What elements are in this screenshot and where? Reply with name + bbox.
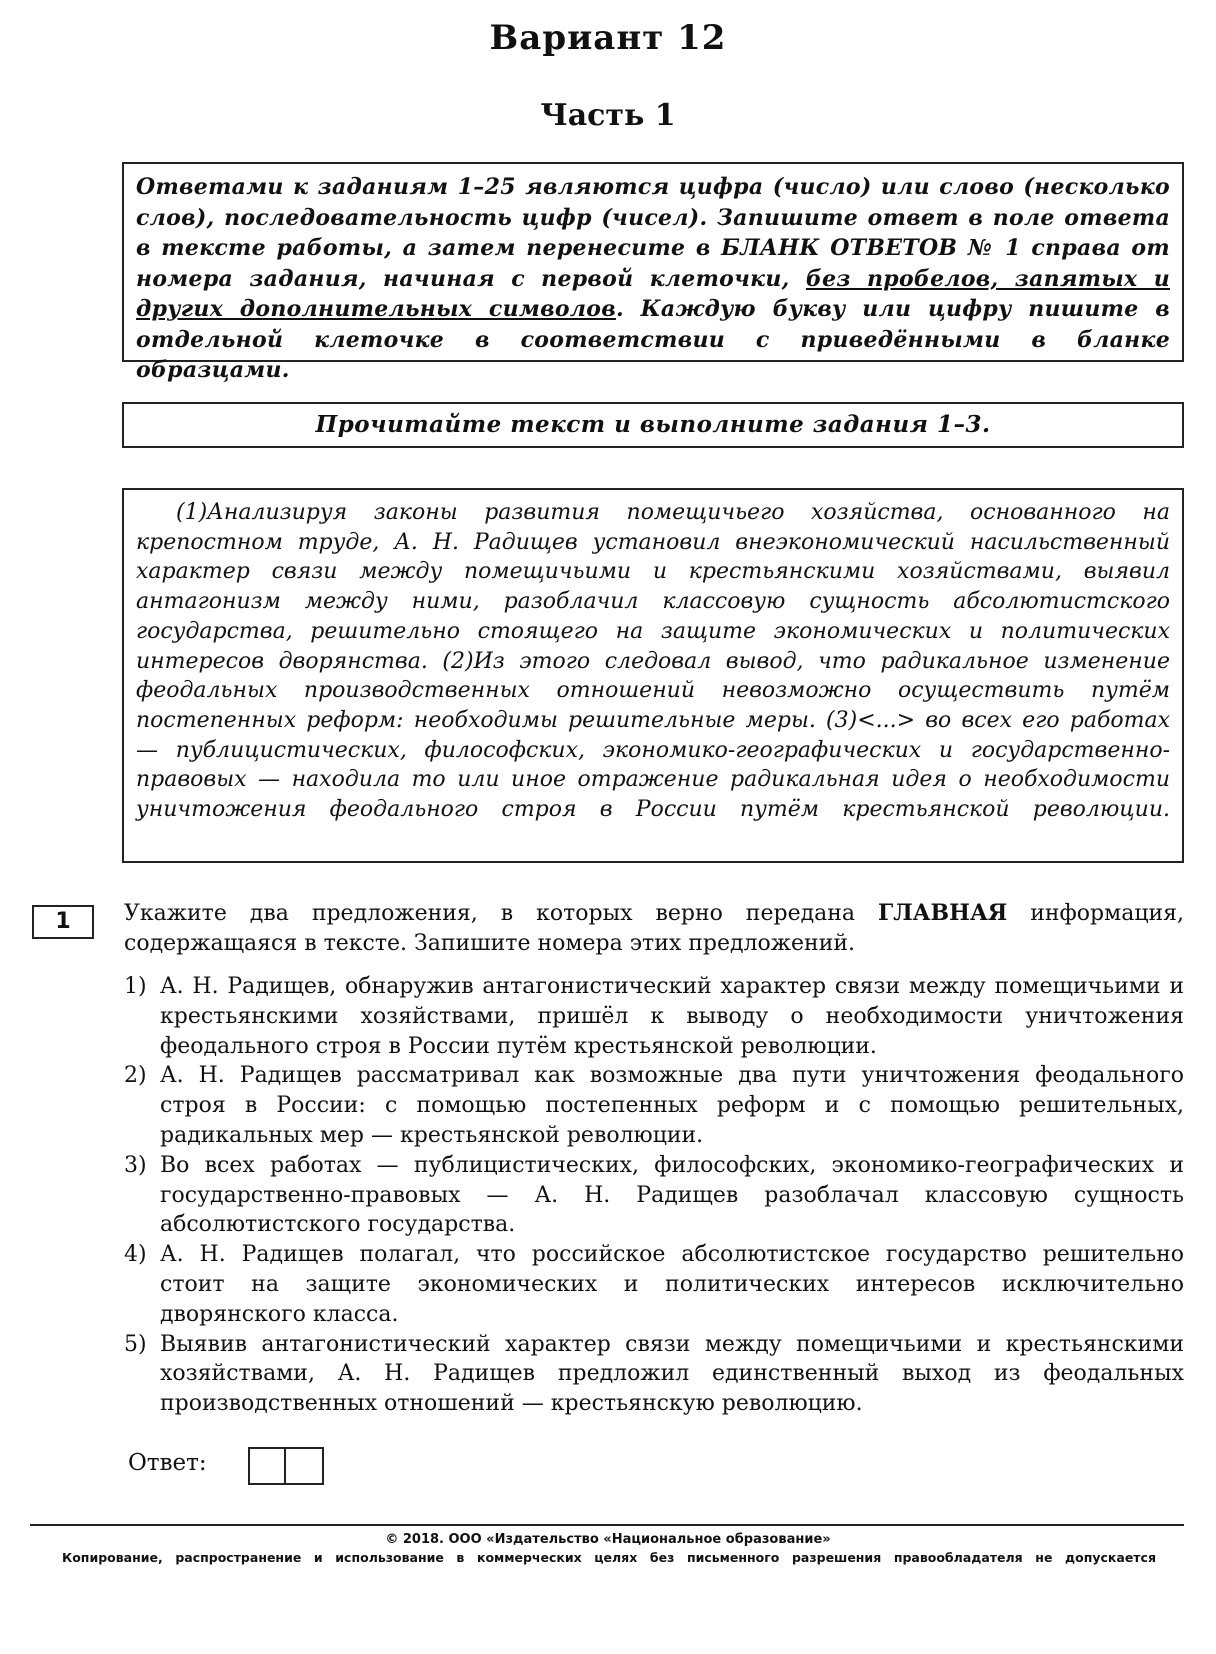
answer-cells[interactable] bbox=[248, 1447, 324, 1485]
option-text: А. Н. Радищев рассматривал как возможные два пути уничтожения феодального строя в России: с помощью постепенных реформ и с помощью решительных, радикальных мер — крестьянской революции. bbox=[160, 1063, 1184, 1148]
option-3 bbox=[124, 1151, 1184, 1240]
instructions-underlined: без пробелов, запятых и других дополнительных символов bbox=[136, 265, 1170, 322]
read-prompt-box bbox=[122, 402, 1184, 448]
option-5 bbox=[124, 1330, 1184, 1419]
option-2 bbox=[124, 1061, 1184, 1150]
answer-cell-1[interactable] bbox=[248, 1447, 286, 1485]
option-number: 3) bbox=[124, 1152, 147, 1178]
task-question bbox=[124, 898, 1184, 959]
answer-label: Ответ: bbox=[128, 1450, 207, 1476]
option-1 bbox=[124, 972, 1184, 1061]
option-number: 1) bbox=[124, 974, 147, 999]
question-bold: ГЛАВНАЯ bbox=[878, 900, 1008, 926]
instructions-text-after: . Каждую букву или цифру пишите в отдельной клеточке в соответствии с приведёнными в бланке образцами. bbox=[136, 296, 1170, 383]
footer-notice: Копирование, распространение и использование в коммерческих целях без письменного разрешения правообладателя не допускается bbox=[62, 1550, 1156, 1565]
option-text: А. Н. Радищев полагал, что российское абсолютистское государство решительно стоит на защите экономических и политических интересов исключительно дворянского класса. bbox=[160, 1242, 1184, 1327]
option-number: 5) bbox=[124, 1331, 147, 1357]
answer-options bbox=[124, 972, 1184, 1419]
read-prompt: Прочитайте текст и выполните задания 1–3. bbox=[315, 411, 991, 438]
option-number: 4) bbox=[124, 1242, 147, 1268]
passage-box bbox=[122, 488, 1184, 863]
footer-divider bbox=[30, 1524, 1184, 1526]
question-text-before: Укажите два предложения, в которых верно передана bbox=[124, 901, 878, 926]
option-text: А. Н. Радищев, обнаружив антагонистический характер связи между помещичьими и крестьянскими хозяйствами, пришёл к выводу о необходимости уничтожения феодального строя в России путём крестьянской революции. bbox=[160, 974, 1184, 1059]
footer-copyright: © 2018. ООО «Издательство «Национальное образование» bbox=[385, 1532, 831, 1547]
option-text: Выявив антагонистический характер связи между помещичьими и крестьянскими хозяйствами, А. Н. Радищев предложил единственный выход из феодальных производственных отношений — крестьянскую революцию. bbox=[160, 1331, 1184, 1417]
passage-text: (1)Анализируя законы развития помещичьего хозяйства, основанного на крепостном труде, А. Н. Радищев установил внеэкономический насильственный характер связи между помещичьими и крестьянскими хозяйствами, выявил антагонизм между ними, разоблачил классовую сущность абсолютистского государства, решительно стоящего на защите экономических и политических интересов дворянства. (2)Из этого следовал вывод, что радикальное изменение феодальных производственных отношений невозможно осуществить путём постепенных реформ: необходимы решительные меры. (3)<...> во всех его работах — публицистических, философских, экономико-географических и государственно-правовых — находила то или иное отражение радикальная идея о необходимости уничтожения феодального строя в России путём крестьянской революции. bbox=[136, 500, 1170, 823]
answer-cell-2[interactable] bbox=[286, 1447, 324, 1485]
variant-title: Вариант 12 bbox=[489, 18, 727, 58]
task-number-badge: 1 bbox=[32, 905, 94, 939]
instructions-box bbox=[122, 162, 1184, 383]
option-4 bbox=[124, 1240, 1184, 1329]
part-title: Часть 1 bbox=[540, 98, 676, 133]
question-text-after: информация, содержащаяся в тексте. Запишите номера этих предложений. bbox=[124, 901, 1185, 956]
option-number: 2) bbox=[124, 1063, 147, 1089]
instructions-text-before: Ответами к заданиям 1–25 являются цифра (число) или слово (несколько слов), последовательность цифр (чисел). Запишите ответ в поле ответа в тексте работы, а затем перенесите в БЛАНК ОТВЕТОВ № 1 справа от номера задания, начиная с первой клеточки, bbox=[136, 174, 1170, 292]
option-text: Во всех работах — публицистических, философских, экономико-географических и государственно-правовых — А. Н. Радищев разоблачал классовую сущность абсолютистского государства. bbox=[160, 1152, 1184, 1238]
